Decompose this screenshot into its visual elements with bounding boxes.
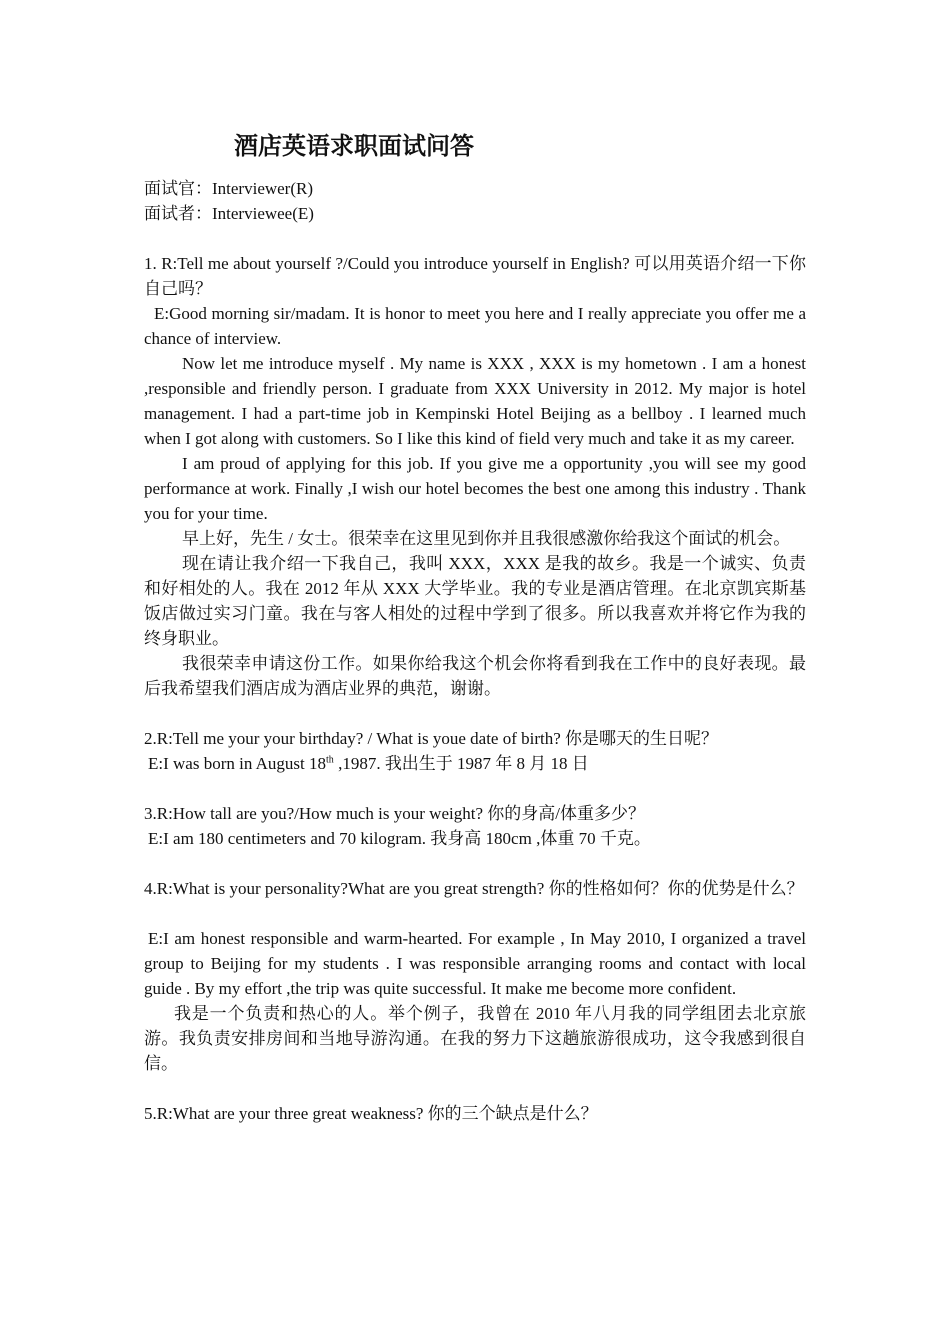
q1-answer-opening: E:Good morning sir/madam. It is honor to meet you here and I really appreciate you offer me a chance of interview. xyxy=(144,304,806,348)
q1-chinese-intro: 现在请让我介绍一下我自己，我叫 XXX，XXX 是我的故乡。我是一个诚实、负责和好相处的人。我在 2012 年从 XXX 大学毕业。我的专业是酒店管理。在北京凯宾斯基饭店做过实习门童。我在与客人相处的过程中学到了很多。所以我喜欢并将它作为我的终身职业。 xyxy=(144,554,806,648)
q2-answer-ordinal: th xyxy=(326,754,334,766)
q2-answer-text: E:I was born in August 18 xyxy=(148,754,327,773)
q4-question: 4.R:What is your personality?What are you great strength? 你的性格如何？你的优势是什么？ xyxy=(144,879,804,898)
document-page xyxy=(144,132,806,1126)
q3-answer: E:I am 180 centimeters and 70 kilogram. 我身高 180cm ,体重 70 千克。 xyxy=(148,829,651,848)
q4-chinese-answer: 我是一个负责和热心的人。举个例子，我曾在 2010 年八月我的同学组团去北京旅游。我负责安排房间和当地导游沟通。在我的努力下这趟旅游很成功，这令我感到很自信。 xyxy=(144,1004,806,1073)
q2-answer xyxy=(144,751,806,776)
role-interviewee: 面试者：Interviewee(E) xyxy=(144,204,314,223)
q4-answer: E:I am honest responsible and warm-hearted. For example , In May 2010, I organized a travel group to Beijing for my students . I was responsible arranging rooms and contact with local guide . By my effort ,the trip was quite successful. It make me become more confident. xyxy=(144,929,806,998)
q1-question: 1. R:Tell me about yourself ?/Could you introduce yourself in English? 可以用英语介绍一下你自己吗？ xyxy=(144,254,806,298)
q1-answer-intro: Now let me introduce myself . My name is XXX , XXX is my hometown . I am a honest ,responsible and friendly person. I graduate from XXX University in 2012. My major is hotel management. I had a part-time job in Kempinski Hotel Beijing as a bellboy . I learned much when I got along with customers. So I like this kind of field very much and take it as my career. xyxy=(144,354,806,448)
q1-chinese-closing: 我很荣幸申请这份工作。如果你给我这个机会你将看到我在工作中的良好表现。最后我希望我们酒店成为酒店业界的典范，谢谢。 xyxy=(144,654,806,698)
document-title: 酒店英语求职面试问答 xyxy=(234,134,474,160)
q1-answer-closing: I am proud of applying for this job. If you give me a opportunity ,you will see my good performance at work. Finally ,I wish our hotel becomes the best one among this industry . Thank you for your time. xyxy=(144,454,806,523)
q1-chinese-opening: 早上好，先生 / 女士。很荣幸在这里见到你并且我很感激你给我这个面试的机会。 xyxy=(182,529,791,548)
q5-question: 5.R:What are your three great weakness? 你的三个缺点是什么？ xyxy=(144,1104,598,1123)
q2-question: 2.R:Tell me your your birthday? / What is youe date of birth? 你是哪天的生日呢？ xyxy=(144,729,719,748)
q2-answer-tail: ,1987. 我出生于 1987 年 8 月 18 日 xyxy=(333,754,589,773)
role-interviewer: 面试官：Interviewer(R) xyxy=(144,179,314,198)
q3-question: 3.R:How tall are you?/How much is your weight? 你的身高/体重多少？ xyxy=(144,804,645,823)
